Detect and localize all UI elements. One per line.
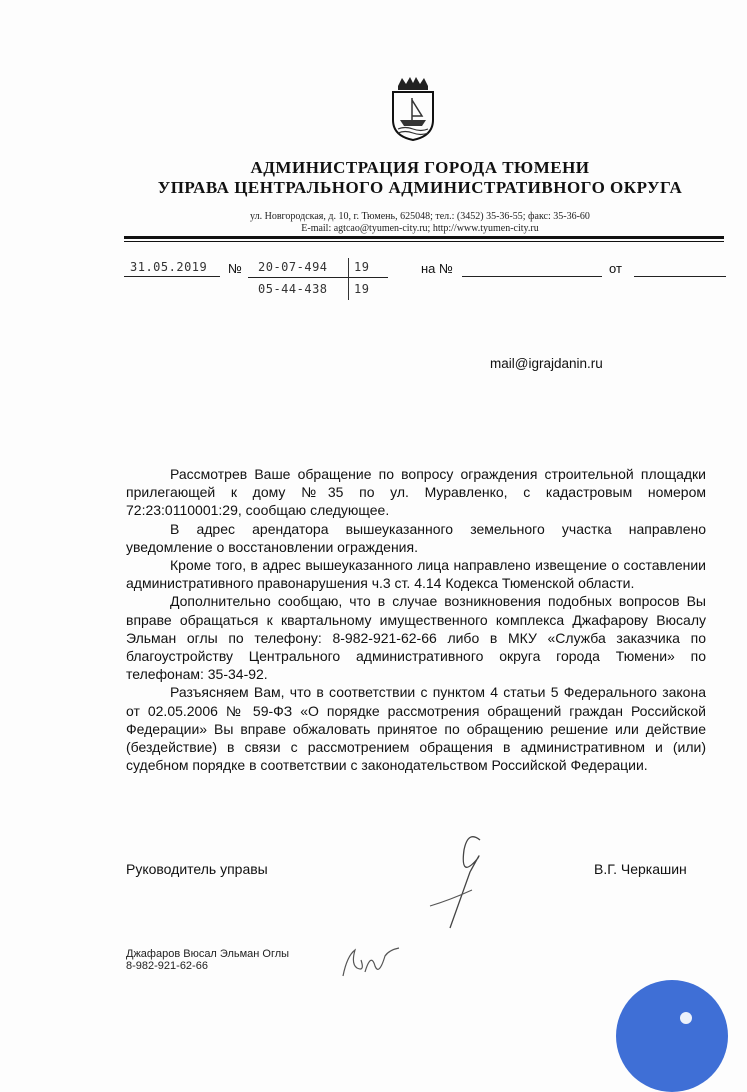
number-separator: [348, 258, 349, 300]
registration-number-2: 05-44-438: [258, 282, 328, 296]
initials-signature-icon: [335, 942, 405, 982]
paragraph-2: В адрес арендатора вышеуказанного земельного участка направлено уведомление о восстановлении ограждения.: [126, 520, 706, 555]
recipient-email: mail@igrajdanin.ru: [490, 356, 603, 371]
header-divider-thick: [124, 236, 724, 239]
executor-phone: 8-982-921-62-66: [126, 960, 208, 972]
paragraph-4: Дополнительно сообщаю, что в случае возникновения подобных вопросов Вы вправе обращаться к квартальному имущественного комплекса Джафарову Вюсалу Эльман оглы по телефону: 8-982-921-62-66 либо в МКУ «Служба заказчика по благоустройству Центрального административного округа города Тюмени» по телефонам: 35-34-92.: [126, 593, 706, 683]
org-address: ул. Новгородская, д. 10, г. Тюмень, 625048; тел.: (3452) 35-36-55; факс: 35-36-60: [250, 211, 590, 222]
signature-icon: [420, 820, 500, 940]
paragraph-1: Рассмотрев Ваше обращение по вопросу ограждения строительной площадки прилегающей к дому №35 по ул. Муравленко, с кадастровым номером 72:23:0110001:29, сообщаю следующее.: [126, 466, 706, 519]
org-contacts: E-mail: agtcao@tyumen-city.ru; http://www.tyumen-city.ru: [301, 223, 539, 234]
from-label: от: [609, 261, 622, 276]
letter-body: [126, 465, 706, 774]
paragraph-5: Разъясняем Вам, что в соответствии с пунктом 4 статьи 5 Федерального закона от 02.05.2006 № 59-ФЗ «О порядке рассмотрения обращений граждан Российской Федерации» Вы вправе обжаловать принятое по обращению решение или действие (бездействие) в связи с рассмотрением обращения в административном и (или) судебном порядке в соответствии с законодательством Российской Федерации.: [126, 684, 706, 774]
from-date-line: [634, 276, 726, 277]
registration-number-1-suffix: 19: [354, 260, 370, 274]
city-coat-of-arms-icon: [390, 76, 436, 142]
floating-action-button[interactable]: [616, 980, 728, 1092]
paragraph-3: Кроме того, в адрес вышеуказанного лица направлено извещение о составлении административного правонарушения ч.3 ст. 4.14 Кодекса Тюменской области.: [126, 557, 706, 592]
org-name-line2: УПРАВА ЦЕНТРАЛЬНОГО АДМИНИСТРАТИВНОГО ОКРУГА: [157, 178, 683, 197]
executor-name: Джафаров Вюсал Эльман Оглы: [126, 948, 290, 960]
fab-icon: [680, 1012, 692, 1024]
number-label: №: [228, 261, 242, 276]
number-underline: [248, 277, 388, 278]
registration-date: 31.05.2019: [130, 260, 208, 274]
org-name-line1: АДМИНИСТРАЦИЯ ГОРОДА ТЮМЕНИ: [250, 158, 590, 177]
ref-number-line: [462, 276, 602, 277]
registration-number-2-suffix: 19: [354, 282, 370, 296]
signer-position: Руководитель управы: [126, 861, 268, 877]
header-divider-thin: [124, 241, 724, 242]
ref-label: на №: [421, 261, 453, 276]
date-underline: [124, 276, 220, 277]
signer-name: В.Г. Черкашин: [594, 861, 687, 877]
registration-number-1: 20-07-494: [258, 260, 328, 274]
